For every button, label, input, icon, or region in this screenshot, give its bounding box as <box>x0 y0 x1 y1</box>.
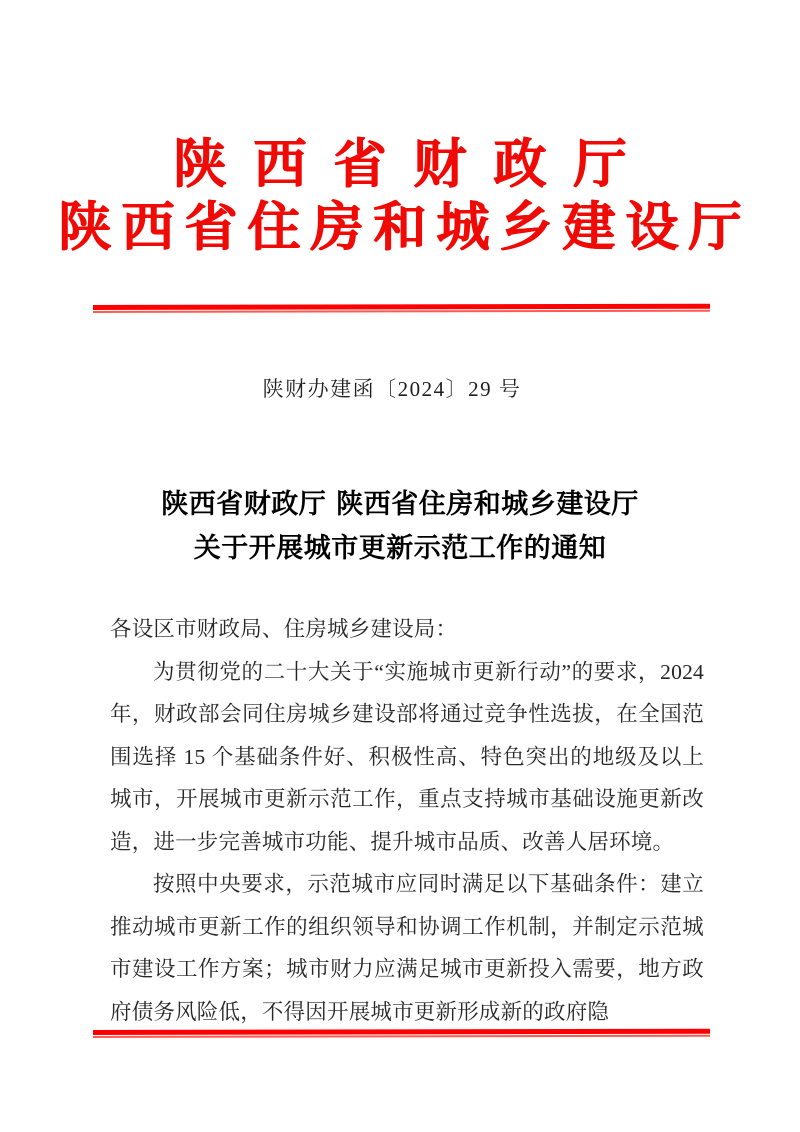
footer-red-rule <box>93 1030 710 1039</box>
document-title <box>0 483 800 571</box>
document-title-line-1: 陕西省财政厅 陕西省住房和城乡建设厅 <box>161 489 639 520</box>
salutation: 各设区市财政局、住房城乡建设局： <box>110 617 458 641</box>
body-paragraph-2: 按照中央要求，示范城市应同时满足以下基础条件：建立推动城市更新工作的组织领导和协调工作机制，并制定示范城市建设工作方案；城市财力应满足城市更新投入需要，地方政府债务风险低，不得因开展城市更新形成新的政府隐 <box>110 872 704 1024</box>
letterhead-line-2: 陕西省住房和城乡建设厅 <box>58 196 752 258</box>
document-title-line-2: 关于开展城市更新示范工作的通知 <box>193 533 607 564</box>
red-rule-hairline <box>93 1035 710 1038</box>
letterhead-red-rule <box>93 305 710 314</box>
body-paragraph-1: 为贯彻党的二十大关于“实施城市更新行动”的要求，2024年，财政部会同住房城乡建设部将通过竞争性选拔，在全国范围选择 15 个基础条件好、积极性高、特色突出的地级及以上城市，开展城市更新示范工作，重点支持城市基础设施更新改造，进一步完善城市功能、提升城市品质、改善人居环境。 <box>110 659 704 854</box>
letterhead <box>0 133 800 258</box>
letterhead-line-1: 陕西省财政厅 <box>173 133 654 195</box>
document-number: 陕财办建函〔2024〕29 号 <box>262 377 522 401</box>
document-body <box>110 608 704 1033</box>
red-rule-hairline <box>93 310 710 313</box>
